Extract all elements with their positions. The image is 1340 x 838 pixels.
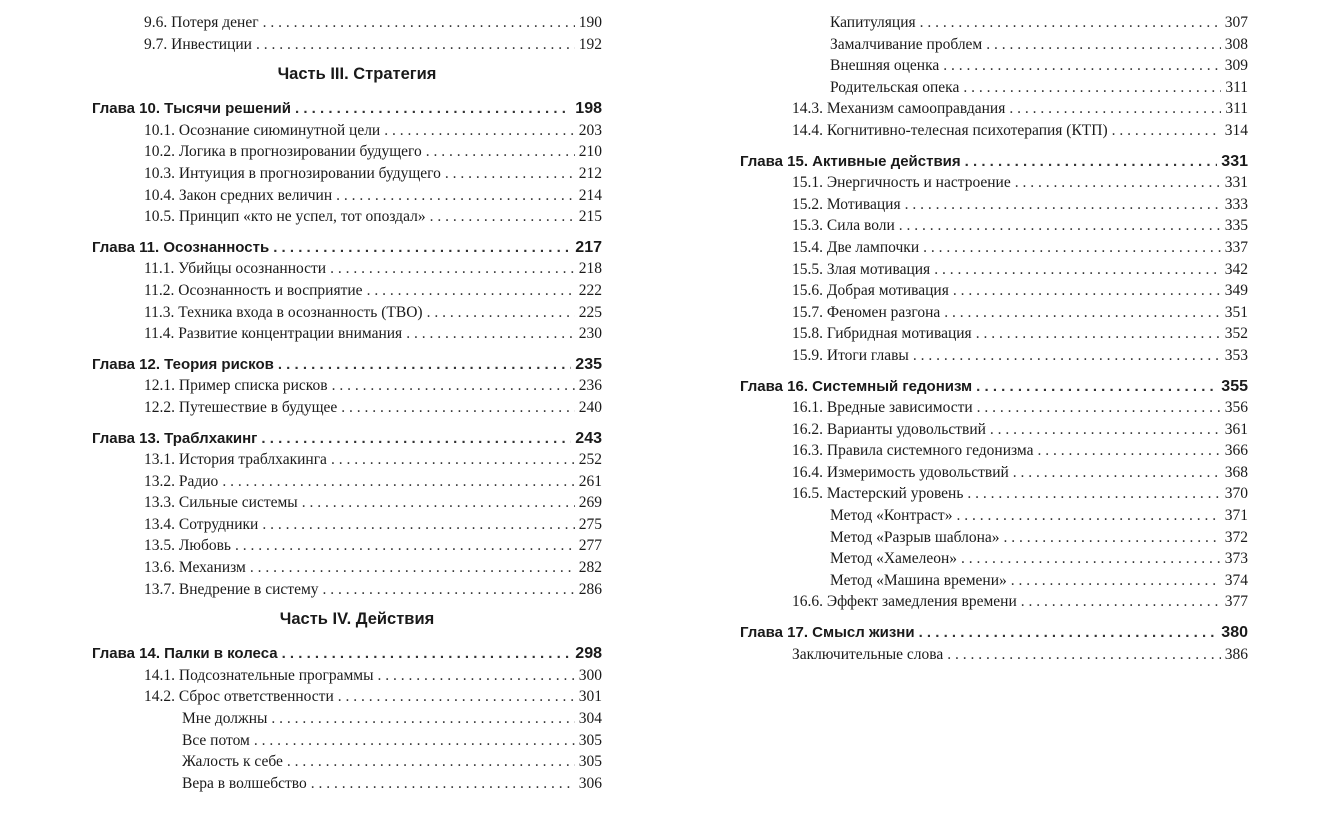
- dot-leader: [250, 557, 575, 579]
- dot-leader: [920, 12, 1221, 34]
- entry-title: Замалчивание проблем: [830, 35, 983, 53]
- toc-section-entry[interactable]: [92, 579, 602, 601]
- page-number: 337: [1224, 238, 1248, 256]
- toc-section-entry[interactable]: [92, 34, 602, 56]
- entry-title: 15.7. Феномен разгона: [792, 303, 941, 321]
- entry-title: 13.6. Механизм: [144, 559, 246, 577]
- dot-leader: [963, 77, 1221, 99]
- dot-leader: [222, 471, 574, 493]
- dot-leader: [953, 280, 1221, 302]
- toc-subsection-entry[interactable]: [740, 77, 1248, 99]
- page-number: 331: [1224, 174, 1248, 192]
- entry-title: 15.3. Сила воли: [792, 217, 895, 235]
- entry-title: 13.5. Любовь: [144, 537, 231, 555]
- dot-leader: [1015, 172, 1221, 194]
- entry-title: 13.1. История траблхакинга: [144, 451, 327, 469]
- entry-title: 16.1. Вредные зависимости: [792, 399, 973, 417]
- entry-title: 9.7. Инвестиции: [144, 35, 252, 53]
- toc-section-entry[interactable]: [740, 397, 1248, 419]
- toc-left-column: [92, 12, 602, 794]
- dot-leader: [976, 376, 1217, 398]
- toc-section-entry[interactable]: [740, 120, 1248, 142]
- page-number: 286: [578, 580, 602, 598]
- entry-title: 15.2. Мотивация: [792, 195, 901, 213]
- toc-section-entry[interactable]: [740, 302, 1248, 324]
- toc-section-entry[interactable]: [92, 141, 602, 163]
- dot-leader: [905, 194, 1221, 216]
- entry-title: 16.3. Правила системного гедонизма: [792, 442, 1034, 460]
- page-number: 192: [578, 35, 602, 53]
- dot-leader: [378, 665, 575, 687]
- dot-leader: [923, 237, 1221, 259]
- dot-leader: [956, 505, 1220, 527]
- dot-leader: [943, 55, 1220, 77]
- dot-leader: [430, 206, 575, 228]
- page-number: 215: [578, 208, 602, 226]
- toc-chapter-entry[interactable]: [92, 428, 602, 450]
- toc-section-entry[interactable]: [92, 120, 602, 142]
- dot-leader: [944, 302, 1220, 324]
- entry-title: 16.5. Мастерский уровень: [792, 485, 964, 503]
- toc-section-entry[interactable]: [740, 440, 1248, 462]
- dot-leader: [899, 215, 1221, 237]
- page-number: 298: [575, 645, 602, 663]
- toc-subsection-entry[interactable]: [740, 55, 1248, 77]
- toc-section-entry[interactable]: [740, 462, 1248, 484]
- page-number: 368: [1224, 463, 1248, 481]
- dot-leader: [1038, 440, 1221, 462]
- page-number: 333: [1224, 195, 1248, 213]
- entry-title: 15.8. Гибридная мотивация: [792, 325, 972, 343]
- entry-title: Глава 14. Палки в колеса: [92, 645, 278, 663]
- toc-subsection-entry[interactable]: [740, 548, 1248, 570]
- toc-section-entry[interactable]: [740, 323, 1248, 345]
- toc-subsection-entry[interactable]: [740, 505, 1248, 527]
- dot-leader: [967, 483, 1220, 505]
- page-number: 370: [1224, 485, 1248, 503]
- entry-title: 14.3. Механизм самооправдания: [792, 100, 1006, 118]
- dot-leader: [323, 579, 575, 601]
- entry-title: Капитуляция: [830, 14, 916, 31]
- toc-chapter-entry[interactable]: [92, 98, 602, 120]
- dot-leader: [330, 258, 575, 280]
- dot-leader: [367, 280, 575, 302]
- entry-title: 15.5. Злая мотивация: [792, 260, 931, 278]
- page-number: 306: [578, 774, 602, 792]
- dot-leader: [263, 12, 575, 34]
- dot-leader: [913, 345, 1221, 367]
- page-number: 380: [1221, 624, 1248, 642]
- dot-leader: [947, 644, 1220, 666]
- entry-title: 15.6. Добрая мотивация: [792, 282, 949, 300]
- dot-leader: [1021, 591, 1221, 613]
- toc-section-entry[interactable]: [92, 280, 602, 302]
- dot-leader: [1004, 527, 1221, 549]
- toc-section-entry[interactable]: [92, 302, 602, 324]
- entry-title: 16.2. Варианты удовольствий: [792, 420, 986, 438]
- entry-title: Глава 12. Теория рисков: [92, 355, 274, 373]
- page-number: 355: [1221, 377, 1248, 395]
- page-number: 212: [578, 164, 602, 182]
- dot-leader: [961, 548, 1221, 570]
- page-number: 311: [1225, 100, 1248, 118]
- dot-leader: [976, 323, 1221, 345]
- page-number: 309: [1224, 57, 1248, 75]
- toc-chapter-entry[interactable]: [740, 151, 1248, 173]
- page-number: 301: [578, 688, 602, 706]
- entry-title: 13.7. Внедрение в систему: [144, 580, 319, 598]
- toc-section-entry[interactable]: [740, 280, 1248, 302]
- dot-leader: [287, 751, 575, 773]
- entry-title: 14.4. Когнитивно-телесная психотерапия (КТП): [792, 121, 1108, 139]
- entry-title: 12.1. Пример списка рисков: [144, 377, 328, 395]
- toc-chapter-entry[interactable]: [740, 376, 1248, 398]
- page-number: 353: [1224, 346, 1248, 364]
- toc-section-entry[interactable]: [92, 449, 602, 471]
- dot-leader: [332, 375, 575, 397]
- entry-title: 15.4. Две лампочки: [792, 238, 920, 256]
- toc-section-entry[interactable]: [740, 345, 1248, 367]
- entry-title: 10.1. Осознание сиюминутной цели: [144, 121, 381, 139]
- page-number: 235: [575, 355, 602, 373]
- toc-section-entry[interactable]: [740, 194, 1248, 216]
- dot-leader: [338, 686, 575, 708]
- entry-title: 10.5. Принцип «кто не успел, тот опоздал»: [144, 208, 426, 226]
- toc-subsection-entry[interactable]: [92, 708, 602, 730]
- entry-title: Метод «Машина времени»: [830, 571, 1007, 589]
- toc-subsection-entry[interactable]: [740, 34, 1248, 56]
- page-number: 243: [575, 429, 602, 447]
- page-number: 342: [1224, 260, 1248, 278]
- page-number: 377: [1224, 593, 1248, 611]
- toc-section-entry[interactable]: [92, 397, 602, 419]
- entry-title: 16.4. Измеримость удовольствий: [792, 463, 1009, 481]
- page-number: 300: [578, 666, 602, 684]
- entry-title: 13.2. Радио: [144, 472, 219, 490]
- entry-title: 14.2. Сброс ответственности: [144, 688, 334, 706]
- entry-title: 11.4. Развитие концентрации внимания: [144, 325, 403, 343]
- toc-section-entry[interactable]: [92, 375, 602, 397]
- toc-section-entry[interactable]: [92, 471, 602, 493]
- entry-title: Внешняя оценка: [830, 57, 940, 75]
- entry-title: Метод «Хамелеон»: [830, 550, 958, 568]
- entry-title: 13.4. Сотрудники: [144, 515, 259, 533]
- page-number: 371: [1224, 507, 1248, 525]
- entry-title: Глава 11. Осознанность: [92, 238, 270, 256]
- page-number: 190: [578, 14, 602, 31]
- page-number: 373: [1224, 550, 1248, 568]
- toc-section-entry[interactable]: [740, 483, 1248, 505]
- page-number: 349: [1224, 282, 1248, 300]
- page-number: 307: [1224, 14, 1248, 31]
- dot-leader: [384, 120, 575, 142]
- toc-subsection-entry[interactable]: [740, 570, 1248, 592]
- dot-leader: [426, 141, 575, 163]
- page-number: 361: [1224, 420, 1248, 438]
- entry-title: Метод «Разрыв шаблона»: [830, 528, 1000, 546]
- dot-leader: [273, 237, 571, 259]
- toc-subsection-entry[interactable]: [92, 751, 602, 773]
- page-number: 269: [578, 494, 602, 512]
- entry-title: 10.2. Логика в прогнозировании будущего: [144, 143, 422, 161]
- entry-title: 15.1. Энергичность и настроение: [792, 174, 1011, 192]
- toc-section-entry[interactable]: [92, 492, 602, 514]
- toc-section-entry[interactable]: [92, 12, 602, 34]
- toc-chapter-entry[interactable]: [92, 354, 602, 376]
- page-number: 240: [578, 398, 602, 416]
- entry-title: Глава 17. Смысл жизни: [740, 624, 915, 642]
- dot-leader: [1112, 120, 1221, 142]
- entry-title: Родительская опека: [830, 78, 960, 96]
- page-number: 335: [1224, 217, 1248, 235]
- toc-section-entry[interactable]: [92, 323, 602, 345]
- dot-leader: [282, 643, 572, 665]
- dot-leader: [919, 622, 1218, 644]
- entry-title: 11.1. Убийцы осознанности: [144, 260, 327, 278]
- dot-leader: [311, 773, 575, 795]
- entry-title: 9.6. Потеря денег: [144, 14, 259, 31]
- toc-subsection-entry[interactable]: [92, 773, 602, 795]
- page-number: 214: [578, 186, 602, 204]
- page-number: 275: [578, 515, 602, 533]
- page-number: 282: [578, 559, 602, 577]
- toc-section-entry[interactable]: [740, 98, 1248, 120]
- dot-leader: [341, 397, 574, 419]
- page-number: 222: [578, 281, 602, 299]
- entry-title: 10.4. Закон средних величин: [144, 186, 333, 204]
- toc-section-entry[interactable]: [740, 215, 1248, 237]
- toc-subsection-entry[interactable]: [740, 12, 1248, 34]
- toc-section-entry[interactable]: [740, 591, 1248, 613]
- toc-section-entry[interactable]: [92, 557, 602, 579]
- page-number: 236: [578, 377, 602, 395]
- entry-title: Глава 16. Системный гедонизм: [740, 377, 973, 395]
- page-number: 277: [578, 537, 602, 555]
- entry-title: Заключительные слова: [792, 645, 944, 663]
- page-number: 374: [1224, 571, 1248, 589]
- dot-leader: [295, 98, 571, 120]
- dot-leader: [271, 708, 574, 730]
- page-number: 252: [578, 451, 602, 469]
- entry-title: Глава 15. Активные действия: [740, 152, 961, 170]
- toc-section-entry[interactable]: [740, 644, 1248, 666]
- toc-section-entry[interactable]: [92, 535, 602, 557]
- page-number: 311: [1225, 78, 1248, 96]
- page-number: 366: [1224, 442, 1248, 460]
- entry-title: 10.3. Интуиция в прогнозировании будущего: [144, 164, 441, 182]
- page-number: 351: [1224, 303, 1248, 321]
- page-number: 230: [578, 325, 602, 343]
- entry-title: 16.6. Эффект замедления времени: [792, 593, 1017, 611]
- page-number: 352: [1224, 325, 1248, 343]
- page-number: 304: [578, 710, 602, 728]
- page-number: 225: [578, 303, 602, 321]
- part-heading: Часть III. Стратегия: [277, 65, 437, 84]
- entry-title: Мне должны: [182, 710, 268, 728]
- entry-title: Метод «Контраст»: [830, 507, 953, 525]
- page-number: 198: [575, 100, 602, 118]
- toc-section-entry[interactable]: [740, 172, 1248, 194]
- entry-title: Глава 13. Траблхакинг: [92, 429, 258, 447]
- toc-section-entry[interactable]: [740, 237, 1248, 259]
- dot-leader: [445, 163, 575, 185]
- dot-leader: [254, 730, 575, 752]
- page-number: 356: [1224, 399, 1248, 417]
- toc-section-entry[interactable]: [92, 514, 602, 536]
- dot-leader: [261, 428, 571, 450]
- dot-leader: [1009, 98, 1221, 120]
- toc-chapter-entry[interactable]: [92, 643, 602, 665]
- entry-title: Вера в волшебство: [182, 774, 307, 792]
- entry-title: 11.2. Осознанность и восприятие: [144, 281, 363, 299]
- page-number: 372: [1224, 528, 1248, 546]
- entry-title: 12.2. Путешествие в будущее: [144, 398, 338, 416]
- dot-leader: [256, 34, 575, 56]
- page-number: 331: [1221, 152, 1248, 170]
- dot-leader: [406, 323, 575, 345]
- toc-subsection-entry[interactable]: [92, 730, 602, 752]
- toc-section-entry[interactable]: [92, 686, 602, 708]
- toc-section-entry[interactable]: [92, 163, 602, 185]
- dot-leader: [302, 492, 575, 514]
- dot-leader: [1013, 462, 1221, 484]
- dot-leader: [986, 34, 1221, 56]
- page-number: 386: [1224, 645, 1248, 663]
- toc-right-column: [740, 12, 1248, 665]
- toc-section-entry[interactable]: [92, 258, 602, 280]
- toc-chapter-entry[interactable]: [740, 622, 1248, 644]
- page-number: 305: [578, 731, 602, 749]
- page-number: 203: [578, 121, 602, 139]
- entry-title: 11.3. Техника входа в осознанность (ТВО): [144, 303, 423, 321]
- toc-section-entry[interactable]: [92, 665, 602, 687]
- dot-leader: [278, 354, 571, 376]
- page-number: 217: [575, 238, 602, 256]
- dot-leader: [331, 449, 575, 471]
- toc-chapter-entry[interactable]: [92, 237, 602, 259]
- toc-section-entry[interactable]: [92, 206, 602, 228]
- dot-leader: [934, 259, 1221, 281]
- entry-title: 13.3. Сильные системы: [144, 494, 298, 512]
- toc-subsection-entry[interactable]: [740, 527, 1248, 549]
- dot-leader: [336, 185, 575, 207]
- part-heading: Часть IV. Действия: [279, 610, 435, 629]
- page-number: 210: [578, 143, 602, 161]
- toc-section-entry[interactable]: [92, 185, 602, 207]
- entry-title: 14.1. Подсознательные программы: [144, 666, 374, 684]
- dot-leader: [235, 535, 575, 557]
- page-number: 314: [1224, 121, 1248, 139]
- page-number: 261: [578, 472, 602, 490]
- dot-leader: [977, 397, 1221, 419]
- dot-leader: [262, 514, 574, 536]
- dot-leader: [427, 302, 575, 324]
- dot-leader: [990, 419, 1221, 441]
- page-number: 218: [578, 260, 602, 278]
- dot-leader: [965, 151, 1218, 173]
- toc-section-entry[interactable]: [740, 259, 1248, 281]
- entry-title: Жалость к себе: [182, 753, 283, 771]
- entry-title: Все потом: [182, 731, 250, 749]
- entry-title: 15.9. Итоги главы: [792, 346, 909, 364]
- toc-section-entry[interactable]: [740, 419, 1248, 441]
- page-number: 308: [1224, 35, 1248, 53]
- entry-title: Глава 10. Тысячи решений: [92, 100, 291, 118]
- page-number: 305: [578, 753, 602, 771]
- dot-leader: [1011, 570, 1221, 592]
